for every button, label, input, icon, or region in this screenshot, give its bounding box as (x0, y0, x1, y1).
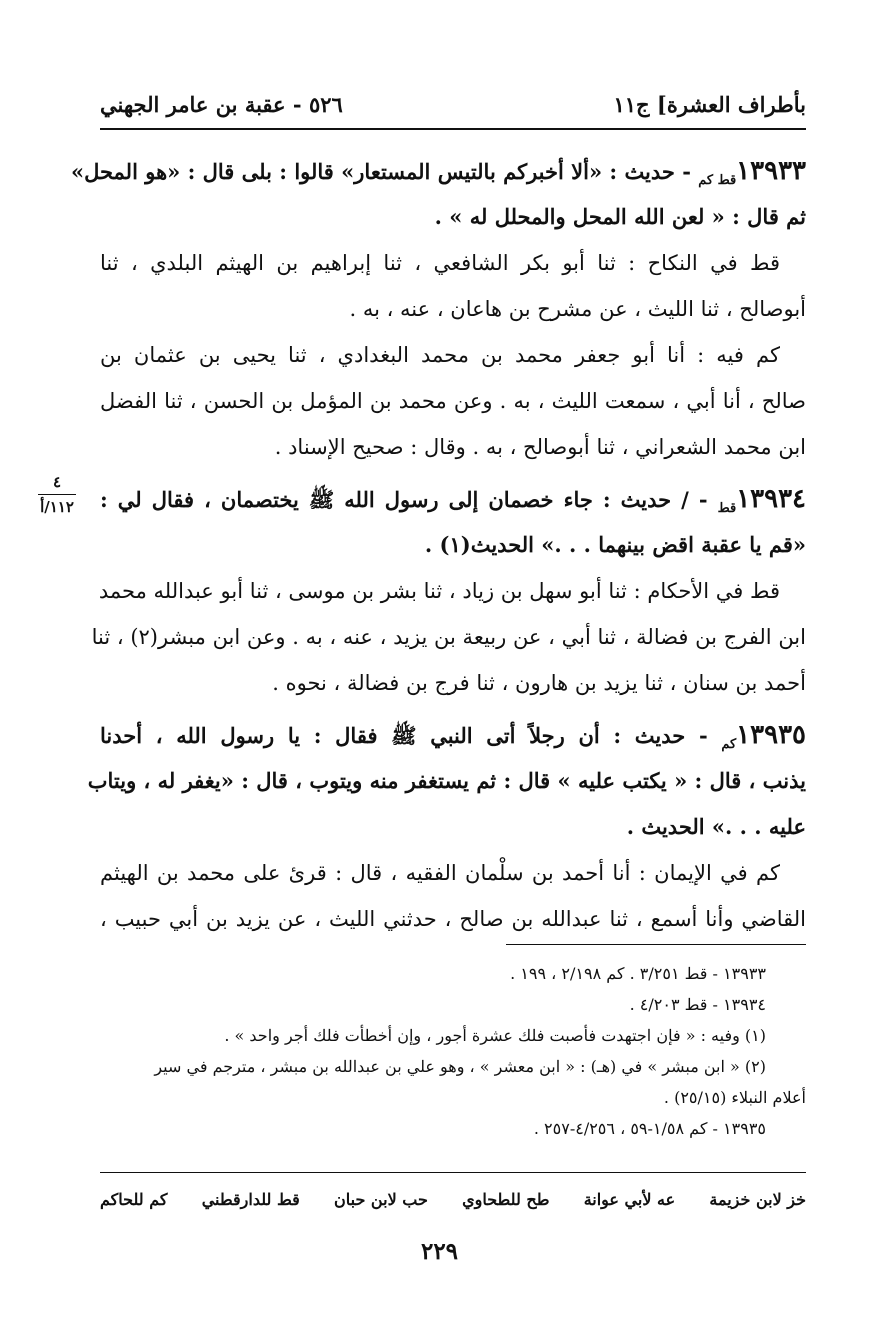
footnote-rule (506, 944, 806, 945)
abbreviation-rule (100, 1172, 806, 1173)
manuscript-folio-note (32, 473, 82, 516)
abbreviation-item: حب لابن حبان (334, 1190, 428, 1209)
hadith-text: - حديث : أن رجلاً أتى النبي ﷺ فقال : يا رسول الله ، أحدنا (100, 723, 708, 748)
header-rule (100, 128, 806, 130)
source-line: كم في الإيمان : أنا أحمد بن سلْمان الفقيه ، قال : قرئ على محمد بن الهيثم (100, 861, 780, 885)
source-line: أبوصالح ، ثنا الليث ، عن مشرح بن هاعان ، عنه ، به . (349, 297, 806, 321)
hadith-entry (87, 712, 806, 942)
footnotes (100, 958, 806, 1144)
section-title: ٥٢٦ - عقبة بن عامر الجهني (100, 91, 343, 117)
hadith-line: ثم قال : « لعن الله المحل والمحلل له » . (434, 204, 806, 229)
hadith-line: عليه . . .» الحديث . (626, 814, 806, 839)
source-line: ابن الفرج بن فضالة ، ثنا أبي ، عن ربيعة بن يزيد ، عنه ، به . وعن ابن مبشر(٢) ، ثنا (91, 625, 806, 649)
source-line: أحمد بن سنان ، ثنا يزيد بن هارون ، ثنا فرج بن فضالة ، نحوه . (272, 671, 806, 695)
hadith-text: - / حديث : جاء خصمان إلى رسول الله ﷺ يختصمان ، فقال لي : (100, 487, 708, 512)
hadith-line (100, 712, 806, 758)
hadith-entry (70, 148, 806, 470)
source-sigla: كم (721, 737, 737, 753)
hadith-text: - حديث : «ألا أخبركم بالتيس المستعار» قالوا : بلى قال : «هو المحل» (70, 159, 691, 184)
hadith-line: يذنب ، قال : « يكتب عليه » قال : ثم يستغفر منه ويتوب ، قال : «يغفر له ، ويتاب (87, 768, 806, 793)
source-line: القاضي وأنا أسمع ، ثنا عبدالله بن صالح ، حدثني الليث ، عن يزيد بن أبي حبيب ، (100, 907, 806, 931)
abbreviation-item: عه لأبي عوانة (583, 1190, 676, 1209)
source-line: كم فيه : أنا أبو جعفر محمد بن محمد البغدادي ، ثنا يحيى بن عثمان بن (100, 343, 780, 367)
footnote-line: (١) وفيه : « فإن اجتهدت فأصبت فلك عشرة أجور ، وإن أخطأت فلك أجر واحد » . (224, 1026, 766, 1045)
footnote-line: ١٣٩٣٣ - قط ٣/٢٥١ . كم ٢/١٩٨ ، ١٩٩ . (510, 964, 766, 983)
abbreviation-key (100, 1190, 806, 1220)
source-sigla: قط كم (698, 173, 737, 189)
footnote-line: ١٣٩٣٤ - قط ٤/٢٠٣ . (629, 995, 766, 1014)
folio-note-bottom: ١١٢/أ (40, 498, 74, 516)
source-line: قط في النكاح : ثنا أبو بكر الشافعي ، ثنا إبراهيم بن الهيثم البلدي ، ثنا (100, 251, 780, 275)
abbreviation-item: كم للحاكم (100, 1190, 168, 1209)
source-sigla: قط (717, 501, 737, 517)
footnote-line: ١٣٩٣٥ - كم ١/٥٨-٥٩ ، ٤/٢٥٦-٢٥٧ . (533, 1119, 766, 1138)
footnote-line: أعلام النبلاء (٢٥/١٥) . (663, 1088, 806, 1107)
book-title: بأطراف العشرة] ج١١ (613, 91, 806, 117)
source-line: ابن محمد الشعراني ، ثنا أبوصالح ، به . وقال : صحيح الإسناد . (274, 435, 806, 459)
hadith-number: ١٣٩٣٥ (736, 720, 806, 750)
hadith-entry (91, 476, 807, 706)
hadith-line: «قم يا عقبة اقض بينهما . . .» الحديث(١) . (424, 532, 806, 557)
running-header (100, 86, 806, 122)
hadith-number: ١٣٩٣٣ (736, 156, 806, 186)
folio-note-top: ٤ (52, 473, 62, 491)
source-line: صالح ، أنا أبي ، سمعت الليث ، به . وعن محمد بن المؤمل بن الحسن ، ثنا الفضل (100, 389, 806, 413)
page-number: ٢٢٩ (420, 1238, 459, 1265)
footnote-line: (٢) « ابن مبشر » في (هـ) : « ابن معشر » ، وهو علي بن عبدالله بن مبشر ، مترجم في سير (154, 1057, 766, 1076)
folio-note-divider (38, 494, 76, 495)
hadith-line (70, 148, 806, 194)
hadith-number: ١٣٩٣٤ (736, 484, 807, 514)
main-text (70, 148, 807, 942)
abbreviation-item: قط للدارقطني (201, 1190, 300, 1209)
source-line: قط في الأحكام : ثنا أبو سهل بن زياد ، ثنا بشر بن موسى ، ثنا أبو عبدالله محمد (98, 579, 780, 603)
hadith-line (100, 476, 806, 522)
abbreviation-item: طح للطحاوي (462, 1190, 550, 1209)
abbreviation-item: خز لابن خزيمة (709, 1190, 806, 1209)
